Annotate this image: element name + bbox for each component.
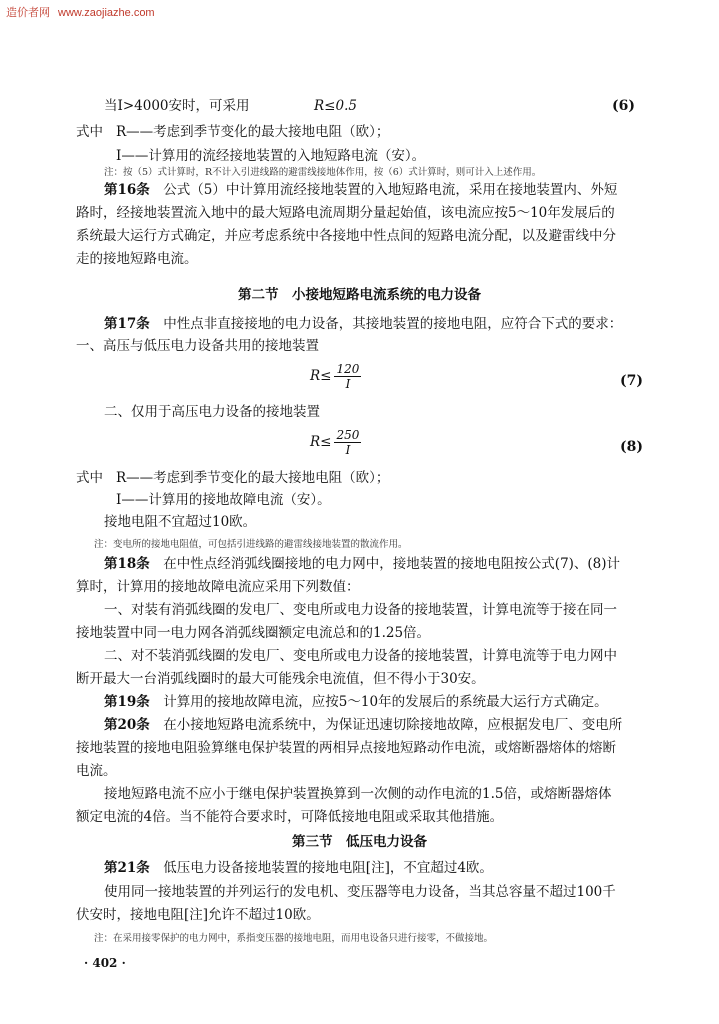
eq8 (310, 428, 361, 457)
eq8-lhs: R≤ (310, 434, 332, 450)
note-1: 注：按（5）式计算时，R不计入引进线路的避雷线接地体作用，按（6）式计算时，则可计入上述作用。 (104, 167, 542, 178)
article-16-label: 第16条 (104, 182, 150, 198)
article-18-item-line: 接地装置中同一电力网各消弧线圈额定电流总和的1.25倍。 (76, 625, 431, 641)
article-19-text: 计算用的接地故障电流，应按5～10年的发展后的系统最大运行方式确定。 (163, 694, 608, 710)
article-17-text: 中性点非直接接地的电力设备，其接地装置的接地电阻，应符合下式的要求： (163, 316, 623, 332)
section-3-title: 第三节 低压电力设备 (292, 834, 427, 850)
eq7-numerator: 120 (336, 362, 360, 376)
article-20-label: 第20条 (104, 717, 150, 733)
eq7-denominator: I (345, 377, 351, 391)
note-2: 注：变电所的接地电阻值，可包括引进线路的避雷线接地装置的散流作用。 (94, 539, 408, 550)
article-19-label: 第19条 (104, 694, 150, 710)
article-20-more-line: 接地短路电流不应小于继电保护装置换算到一次侧的动作电流的1.5倍，或熔断器熔体 (104, 786, 612, 802)
section-2-title: 第二节 小接地短路电流系统的电力设备 (238, 287, 481, 303)
article-20-more-line: 额定电流的4倍。当不能符合要求时，可降低接地电阻或采取其他措施。 (76, 809, 504, 825)
watermark (6, 4, 155, 20)
watermark-site: 造价者网 (6, 7, 50, 19)
item-2: 二、仅用于高压电力设备的接地装置 (104, 404, 320, 420)
article-16-line: 系统最大运行方式确定，并应考虑系统中各接地中性点间的短路电流分配，以及避雷线中分 (76, 228, 616, 244)
article-21-more-line: 伏安时，接地电阻[注]允许不超过10欧。 (76, 907, 320, 923)
where1-r-def: R——考虑到季节变化的最大接地电阻（欧）； (116, 124, 390, 140)
article-16 (76, 184, 617, 276)
eq8-fraction (334, 428, 361, 457)
article-18-line: 算时，计算用的接地故障电流应采用下列数值： (76, 579, 360, 595)
where2-i-def: I——计算用的接地故障电流（安）。 (116, 492, 331, 508)
item-1: 一、高压与低压电力设备共用的接地装置 (76, 338, 319, 354)
where1-lead: 式中 (76, 124, 103, 140)
article-16-line: 路时，经接地装置流入地中的最大短路电流周期分量起始值，该电流应按5～10年发展后的 (76, 205, 615, 221)
eq6-formula: R≤0.5 (314, 98, 357, 114)
article-18-item-line: 二、对不装消弧线圈的发电厂、变电所或电力设备的接地装置，计算电流等于电力网中 (104, 648, 617, 664)
article-20-line: 在小接地短路电流系统中，为保证迅速切除接地故障，应根据发电厂、变电所 (163, 717, 623, 733)
article-17 (104, 318, 622, 332)
where1-i-def: I——计算用的流经接地装置的入地短路电流（安）。 (116, 148, 426, 164)
article-20 (76, 719, 622, 834)
note-3: 注：在采用接零保护的电力网中，系指变压器的接地电阻，而用电设备只进行接零，不做接地。 (94, 933, 494, 944)
article-19 (104, 696, 608, 710)
limit-text: 接地电阻不宜超过10欧。 (104, 514, 257, 530)
eq8-numerator: 250 (336, 428, 360, 442)
watermark-url: www.zaojiazhe.com (58, 7, 155, 19)
page-number: · 402 · (84, 956, 126, 970)
article-17-label: 第17条 (104, 316, 150, 332)
where2-lead: 式中 (76, 470, 103, 486)
eq7-number: (7) (620, 373, 643, 389)
article-20-line: 电流。 (76, 763, 117, 779)
where2-r-def: R——考虑到季节变化的最大接地电阻（欧）； (116, 470, 390, 486)
article-16-line: 走的接地短路电流。 (76, 251, 198, 267)
eq7 (310, 362, 361, 391)
article-18 (76, 558, 620, 696)
article-21 (104, 862, 493, 876)
article-21-text: 低压电力设备接地装置的接地电阻[注]，不宜超过4欧。 (163, 860, 493, 876)
article-18-line: 在中性点经消弧线圈接地的电力网中，接地装置的接地电阻按公式(7)、(8)计 (163, 556, 621, 572)
eq7-fraction (334, 362, 361, 391)
article-21-more (76, 886, 616, 932)
article-18-item-line: 断开最大一台消弧线圈时的最大可能残余电流值，但不得小于30安。 (76, 671, 485, 687)
eq7-lhs: R≤ (310, 368, 332, 384)
eq6-prefix: 当I>4000安时，可采用 (104, 98, 250, 114)
article-20-line: 接地装置的接地电阻验算继电保护装置的两相异点接地短路动作电流，或熔断器熔体的熔断 (76, 740, 616, 756)
article-18-label: 第18条 (104, 556, 150, 572)
article-21-more-line: 使用同一接地装置的并列运行的发电机、变压器等电力设备，当其总容量不超过100千 (104, 884, 616, 900)
article-21-label: 第21条 (104, 860, 150, 876)
eq6-number: (6) (612, 98, 635, 114)
eq8-number: (8) (620, 439, 643, 455)
eq8-denominator: I (345, 443, 351, 457)
article-16-line: 公式（5）中计算用流经接地装置的入地短路电流，采用在接地装置内、外短 (163, 182, 618, 198)
article-18-item-line: 一、对装有消弧线圈的发电厂、变电所或电力设备的接地装置，计算电流等于接在同一 (104, 602, 617, 618)
